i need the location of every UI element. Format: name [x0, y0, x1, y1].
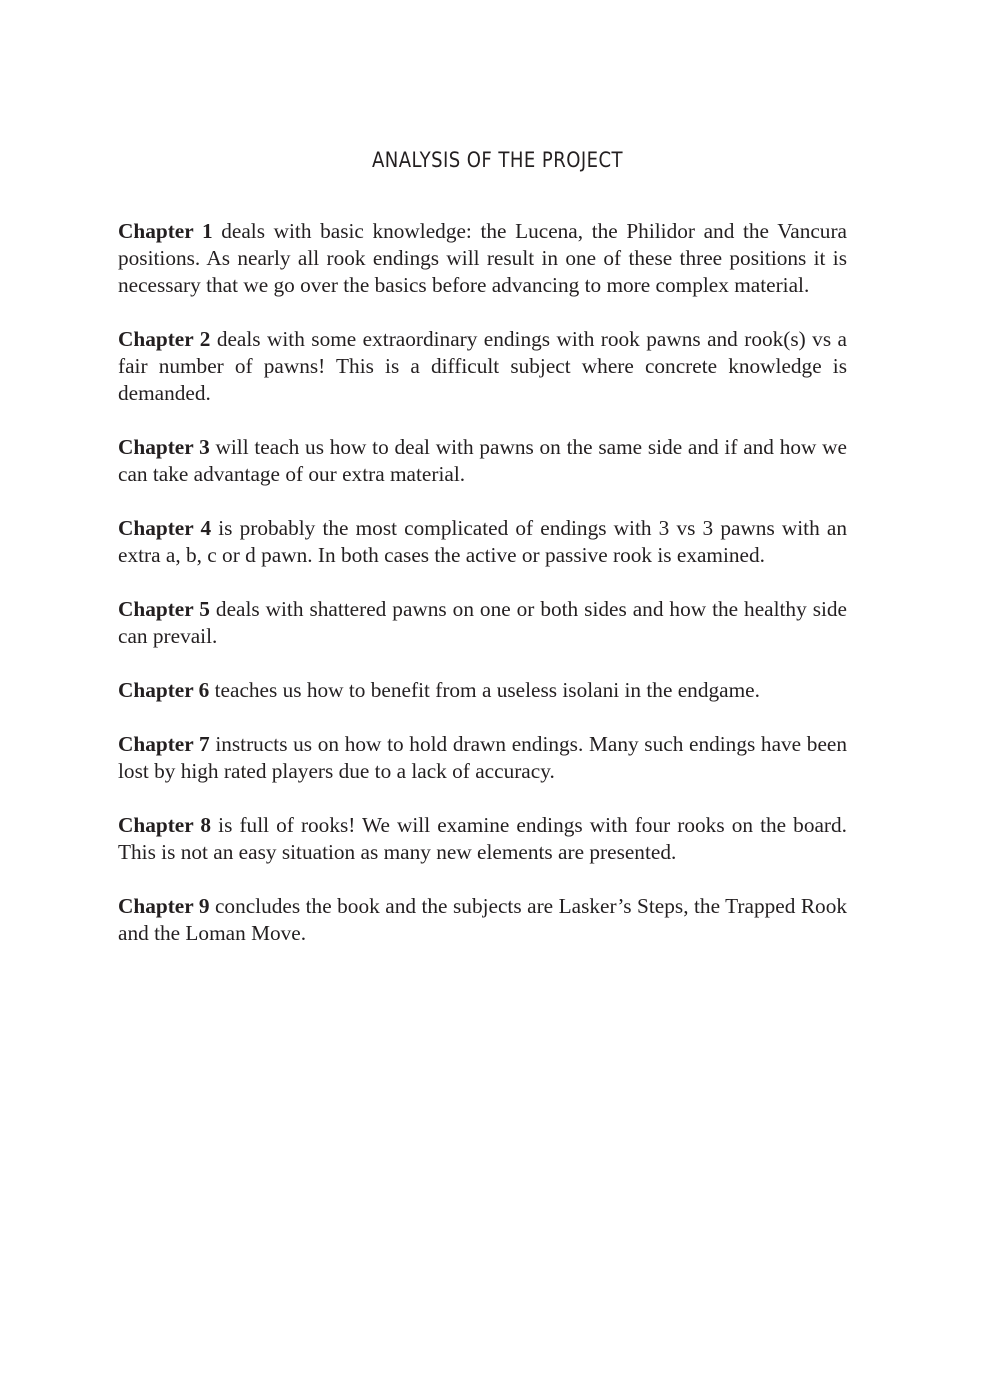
chapter-4-text: is probably the most complicated of endings with 3 vs 3 pawns with an extra a, b, c or d pawn. In both cases the active or passive rook is examined. — [118, 516, 847, 567]
chapter-2-paragraph — [118, 326, 847, 407]
chapter-1-label: Chapter 1 — [118, 219, 213, 243]
chapter-9-paragraph — [118, 893, 847, 947]
chapter-4-paragraph — [118, 515, 847, 569]
chapter-9-text: concludes the book and the subjects are Lasker’s Steps, the Trapped Rook and the Loman Move. — [118, 894, 847, 945]
chapter-3-paragraph — [118, 434, 847, 488]
chapter-4-label: Chapter 4 — [118, 516, 212, 540]
chapter-9-label: Chapter 9 — [118, 894, 210, 918]
chapter-1-text: deals with basic knowledge: the Lucena, the Philidor and the Vancura positions. As nearly all rook endings will result in one of these three positions it is necessary that we go over the basics before advancing to more complex material. — [118, 219, 847, 297]
chapter-8-paragraph — [118, 812, 847, 866]
chapter-2-text: deals with some extraordinary endings with rook pawns and rook(s) vs a fair number of pawns! This is a difficult subject where concrete knowledge is demanded. — [118, 327, 847, 405]
chapter-3-label: Chapter 3 — [118, 435, 210, 459]
chapter-7-label: Chapter 7 — [118, 732, 210, 756]
chapter-5-paragraph — [118, 596, 847, 650]
chapter-6-paragraph — [118, 677, 847, 704]
chapter-6-text: teaches us how to benefit from a useless isolani in the endgame. — [209, 678, 760, 702]
chapter-5-label: Chapter 5 — [118, 597, 210, 621]
page-body — [118, 218, 847, 974]
chapter-7-text: instructs us on how to hold drawn endings. Many such endings have been lost by high rated players due to a lack of accuracy. — [118, 732, 847, 783]
chapter-5-text: deals with shattered pawns on one or both sides and how the healthy side can prevail. — [118, 597, 848, 648]
chapter-8-text: is full of rooks! We will examine endings with four rooks on the board. This is not an easy situation as many new elements are presented. — [118, 813, 847, 864]
page-title: ANALYSIS OF THE PROJECT — [372, 148, 623, 172]
chapter-7-paragraph — [118, 731, 847, 785]
chapter-8-label: Chapter 8 — [118, 813, 212, 837]
chapter-3-text: will teach us how to deal with pawns on the same side and if and how we can take advantage of our extra material. — [118, 435, 847, 486]
chapter-2-label: Chapter 2 — [118, 327, 211, 351]
chapter-1-paragraph — [118, 218, 847, 299]
chapter-6-label: Chapter 6 — [118, 678, 210, 702]
